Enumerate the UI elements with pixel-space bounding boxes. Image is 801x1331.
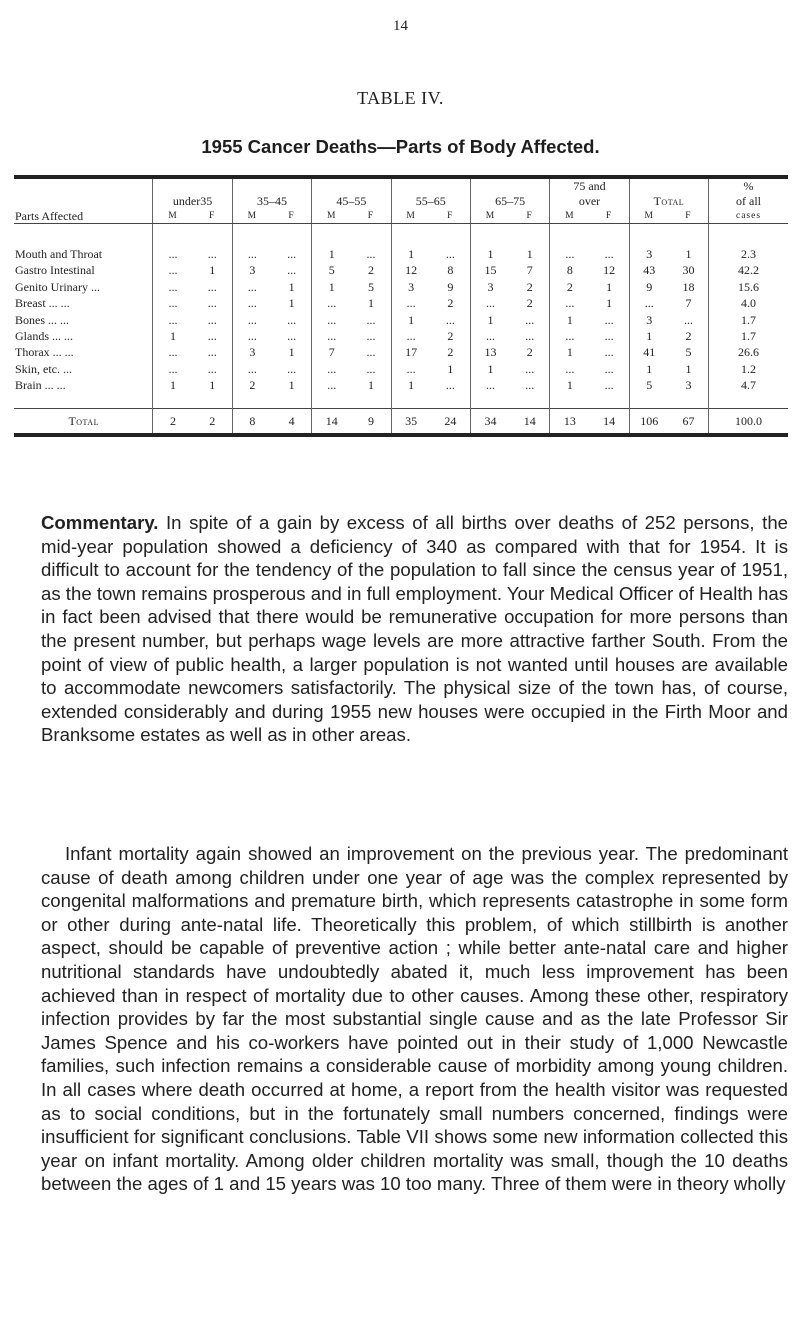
- table-cell: ...: [193, 312, 233, 328]
- table-cell: 12: [405, 263, 418, 278]
- row-label: Brain ... ...: [14, 377, 153, 393]
- table-label: TABLE IV.: [357, 88, 444, 108]
- pct-header-top: %: [743, 179, 754, 193]
- commentary-text: In spite of a gain by excess of all births over deaths of 252 persons, the mid-year population showed a deficiency of 340 as compared with that for 1954. It is difficult to account for the tendency of the population to fall since the census year of 1951, as the town remains prosperous and in full employment. Your Medical Officer of Health has in fact been advised that there would be remunerative occupation for more persons than the present number, but perhaps wage levels are more attractive farther South. From the point of view of public health, a larger population is not wanted until houses are available to accommodate newcomers satisfactorily. The physical size of the town has, of course, extended considerably and during 1955 new houses were occupied in the Firth Moor and Branksome estates as well as in other areas.: [41, 512, 788, 746]
- table-cell: 14: [510, 408, 550, 435]
- header-f: F: [431, 209, 471, 224]
- table-cell: ...: [247, 312, 257, 327]
- table-cell: 1: [669, 361, 709, 377]
- group-header-under35: under35: [153, 194, 232, 209]
- spacer-row: [14, 224, 788, 247]
- pct-header-mid: of all: [736, 194, 762, 208]
- table-cell: 2: [431, 328, 471, 344]
- spacer-row: [14, 394, 788, 409]
- table-cell: ...: [565, 247, 575, 261]
- table-cell: ...: [589, 312, 629, 328]
- header-m: M: [470, 209, 510, 224]
- table-cell: 1: [510, 246, 550, 262]
- table-cell: 1: [566, 345, 573, 360]
- table-cell: ...: [589, 246, 629, 262]
- total-row: [14, 408, 788, 435]
- table-cell: 2: [566, 279, 573, 294]
- table-cell: 1.7: [741, 329, 757, 344]
- row-label: Skin, etc. ...: [14, 361, 153, 377]
- pct-header-bottom: cases: [709, 209, 788, 224]
- table-cell: 3: [249, 263, 256, 278]
- table-cell: ...: [510, 361, 550, 377]
- table-cell: ...: [168, 263, 178, 278]
- table-cell: ...: [589, 328, 629, 344]
- table-cell: 8: [431, 262, 471, 278]
- header-row-groups: [14, 194, 788, 209]
- header-f: F: [351, 209, 391, 224]
- table-cell: 12: [589, 262, 629, 278]
- table-cell: 15.6: [738, 279, 760, 294]
- table-cell: 35: [391, 408, 431, 435]
- header-m: M: [391, 209, 431, 224]
- table-cell: ...: [168, 279, 178, 294]
- table-cell: ...: [327, 329, 337, 344]
- table-cell: ...: [247, 247, 257, 261]
- table-cell: 106: [629, 408, 669, 435]
- table-cell: 1: [408, 312, 415, 327]
- table-cell: 1.2: [741, 361, 757, 376]
- table-cell: ...: [431, 312, 471, 328]
- header-row-sex: [14, 209, 788, 224]
- table-cell: 24: [431, 408, 471, 435]
- row-label: Gastro Intestinal: [14, 262, 153, 278]
- table-cell: ...: [272, 328, 312, 344]
- header-m: M: [550, 209, 590, 224]
- table-cell: ...: [486, 329, 495, 344]
- table-cell: 5: [351, 279, 391, 295]
- table-cell: ...: [351, 344, 391, 360]
- row-label: Genito Urinary ...: [14, 279, 153, 295]
- table-cell: ...: [247, 361, 257, 376]
- table-cell: 42.2: [738, 263, 760, 278]
- table-cell: 34: [470, 408, 510, 435]
- table-cell: 13: [550, 408, 590, 435]
- table-cell: 5: [669, 344, 709, 360]
- table-cell: ...: [193, 279, 233, 295]
- table-cell: 4: [272, 408, 312, 435]
- table-cell: 13: [484, 345, 497, 360]
- page-number: 14: [393, 18, 408, 34]
- table-cell: 2: [351, 262, 391, 278]
- table-cell: 1: [589, 279, 629, 295]
- header-row-top: [14, 179, 788, 194]
- table-cell: 1.7: [741, 312, 757, 327]
- table-row: [14, 312, 788, 328]
- table-cell: ...: [193, 328, 233, 344]
- table-cell: ...: [486, 378, 495, 393]
- table-cell: 1: [170, 378, 176, 393]
- table-cell: 1: [193, 262, 233, 278]
- table-cell: ...: [327, 361, 337, 376]
- header-f: F: [669, 209, 709, 224]
- table-row: [14, 279, 788, 295]
- table-cell: ...: [589, 361, 629, 377]
- row-label: Bones ... ...: [14, 312, 153, 328]
- table-cell: 3: [487, 279, 494, 294]
- table-cell: 30: [669, 262, 709, 278]
- table-cell: ...: [589, 377, 629, 393]
- table-row: [14, 377, 788, 393]
- table-cell: 2: [431, 344, 471, 360]
- table-cell: 1: [351, 377, 391, 393]
- header-m: M: [629, 209, 669, 224]
- table-cell: 2.3: [741, 247, 757, 261]
- table-cell: ...: [168, 361, 178, 376]
- table-cell: 1: [566, 312, 573, 327]
- table-cell: ...: [327, 296, 337, 311]
- table-cell: 3: [646, 312, 653, 327]
- table-cell: ...: [510, 328, 550, 344]
- row-label: Breast ... ...: [14, 295, 153, 311]
- table-cell: ...: [565, 361, 575, 376]
- table-cell: 1: [408, 378, 415, 393]
- table-row: [14, 262, 788, 278]
- infant-mortality-text: Infant mortality again showed an improvement on the previous year. The predominant cause of death among children under one year of age was the complex represented by congenital malformations and premature birth, which represents catastrophe in some form or other during ante-natal life. Theoretically this problem, of which stillbirth is another aspect, should be capable of preventive action ; while better ante-natal care and higher nutritional standards have undoubtedly abated it, much less improvement has been achieved than in respect of mortality due to other causes. Among these other, respiratory infection provides by far the most substantial single cause and as the late Professor Sir James Spence and his co-workers have pointed out in their study of 1,000 Newcastle families, such infection remains a considerable cause of morbidity among young children. In all cases where death occurred at home, a report from the health visitor was requested as to social conditions, but in the fortunately small numbers concerned, findings were insufficient for significant conclusions. Table VII shows some new information collected this year on infant mortality. Among older children mortality was small, though the 10 deaths between the ages of 1 and 15 years was 10 too many. Three of them were in theory wholly: [41, 843, 788, 1195]
- table-cell: ...: [168, 296, 178, 311]
- table-cell: ...: [565, 329, 575, 344]
- table-cell: 1: [328, 279, 335, 294]
- header-f: F: [589, 209, 629, 224]
- table-cell: 2: [249, 378, 256, 393]
- table-cell: 14: [589, 408, 629, 435]
- table-row: [14, 328, 788, 344]
- group-header-total: Total: [629, 194, 708, 209]
- table-cell: 8: [566, 263, 573, 278]
- table-cell: 4.0: [741, 296, 757, 311]
- header-f: F: [272, 209, 312, 224]
- table-cell: ...: [406, 329, 416, 344]
- group-top-75-over: 75 and: [550, 179, 629, 194]
- table-cell: 1: [408, 247, 415, 261]
- table-cell: ...: [644, 296, 654, 311]
- table-cell: ...: [193, 295, 233, 311]
- table-row: [14, 246, 788, 262]
- table-cell: ...: [351, 328, 391, 344]
- table-cell: ...: [406, 361, 416, 376]
- table-row: [14, 344, 788, 360]
- table-cell: ...: [193, 246, 233, 262]
- table-cell: ...: [669, 312, 709, 328]
- table-cell: 1: [272, 279, 312, 295]
- table-cell: ...: [168, 247, 178, 261]
- table-cell: 1: [487, 312, 494, 327]
- total-label: Total: [14, 408, 153, 435]
- table-cell: 1: [669, 246, 709, 262]
- table-cell: ...: [168, 312, 178, 327]
- table-cell: 5: [328, 263, 335, 278]
- table-cell: 1: [646, 329, 653, 344]
- table-cell: 1: [646, 361, 653, 376]
- table-cell: 5: [646, 378, 653, 393]
- table-cell: 1: [487, 361, 494, 376]
- table-cell: 1: [272, 377, 312, 393]
- table-cell: 2: [510, 295, 550, 311]
- table-cell: 100.0: [709, 408, 788, 435]
- table-cell: 1: [431, 361, 471, 377]
- table-cell: 3: [408, 279, 415, 294]
- table-cell: ...: [193, 344, 233, 360]
- table-cell: ...: [406, 296, 416, 311]
- group-header-35-45: 35–45: [232, 194, 311, 209]
- table-cell: 4.7: [741, 378, 757, 393]
- group-header-75-over: over: [550, 194, 629, 209]
- table-cell: 17: [405, 345, 418, 360]
- table-title: 1955 Cancer Deaths—Parts of Body Affected.: [201, 136, 600, 157]
- table-cell: 43: [643, 263, 656, 278]
- table-cell: 1: [351, 295, 391, 311]
- table-cell: 9: [646, 279, 653, 294]
- table-cell: 1: [193, 377, 233, 393]
- table-cell: 9: [351, 408, 391, 435]
- table-cell: 2: [431, 295, 471, 311]
- table-cell: 3: [669, 377, 709, 393]
- table-cell: ...: [247, 329, 257, 344]
- table-cell: 7: [328, 345, 335, 360]
- table-cell: 1: [272, 295, 312, 311]
- table-cell: 67: [669, 408, 709, 435]
- table-cell: 7: [510, 262, 550, 278]
- header-m: M: [153, 209, 193, 224]
- table-cell: 3: [249, 345, 256, 360]
- table-cell: ...: [272, 312, 312, 328]
- header-f: F: [510, 209, 550, 224]
- table-cell: 41: [643, 345, 656, 360]
- commentary-paragraph: [41, 511, 788, 747]
- table-cell: 2: [510, 279, 550, 295]
- table-cell: 18: [669, 279, 709, 295]
- infant-mortality-paragraph: [41, 842, 788, 1196]
- table-row: [14, 361, 788, 377]
- table-cell: ...: [351, 361, 391, 377]
- table-cell: ...: [272, 246, 312, 262]
- table-cell: ...: [565, 296, 575, 311]
- table-cell: ...: [510, 312, 550, 328]
- table-cell: 1: [272, 344, 312, 360]
- row-label: Thorax ... ...: [14, 344, 153, 360]
- table-row: [14, 295, 788, 311]
- table-cell: 15: [484, 263, 497, 278]
- table-cell: ...: [431, 377, 471, 393]
- table-cell: 1: [170, 329, 176, 344]
- table-cell: 9: [431, 279, 471, 295]
- table-cell: ...: [510, 377, 550, 393]
- table-cell: 2: [510, 344, 550, 360]
- table-cell: ...: [193, 361, 233, 377]
- table-cell: 7: [669, 295, 709, 311]
- table-cell: ...: [247, 279, 257, 294]
- table-cell: ...: [168, 345, 178, 360]
- header-m: M: [312, 209, 352, 224]
- table-cell: 14: [312, 408, 352, 435]
- table-cell: 3: [646, 247, 653, 261]
- table-cell: 26.6: [738, 345, 760, 360]
- parts-affected-header: Parts Affected: [14, 209, 153, 224]
- cancer-deaths-table: [14, 175, 788, 437]
- commentary-lead: Commentary.: [41, 512, 159, 533]
- group-header-65-75: 65–75: [470, 194, 549, 209]
- table-cell: ...: [351, 246, 391, 262]
- table-cell: ...: [247, 296, 257, 311]
- table-cell: 2: [193, 408, 233, 435]
- group-header-55-65: 55–65: [391, 194, 470, 209]
- row-label: Glands ... ...: [14, 328, 153, 344]
- table-cell: ...: [272, 361, 312, 377]
- table-cell: 1: [487, 247, 494, 261]
- table-cell: ...: [431, 246, 471, 262]
- table-cell: 2: [669, 328, 709, 344]
- table-cell: 1: [589, 295, 629, 311]
- table-cell: ...: [351, 312, 391, 328]
- table-cell: 2: [153, 408, 193, 435]
- table-cell: 1: [566, 378, 573, 393]
- header-m: M: [232, 209, 272, 224]
- table-cell: ...: [327, 312, 337, 327]
- table-cell: ...: [272, 262, 312, 278]
- table-cell: 1: [328, 247, 335, 261]
- table-cell: ...: [327, 378, 337, 393]
- table-cell: ...: [589, 344, 629, 360]
- table-cell: 8: [232, 408, 272, 435]
- header-f: F: [193, 209, 233, 224]
- row-label: Mouth and Throat: [14, 246, 153, 262]
- group-header-45-55: 45–55: [312, 194, 391, 209]
- table-cell: ...: [486, 296, 495, 311]
